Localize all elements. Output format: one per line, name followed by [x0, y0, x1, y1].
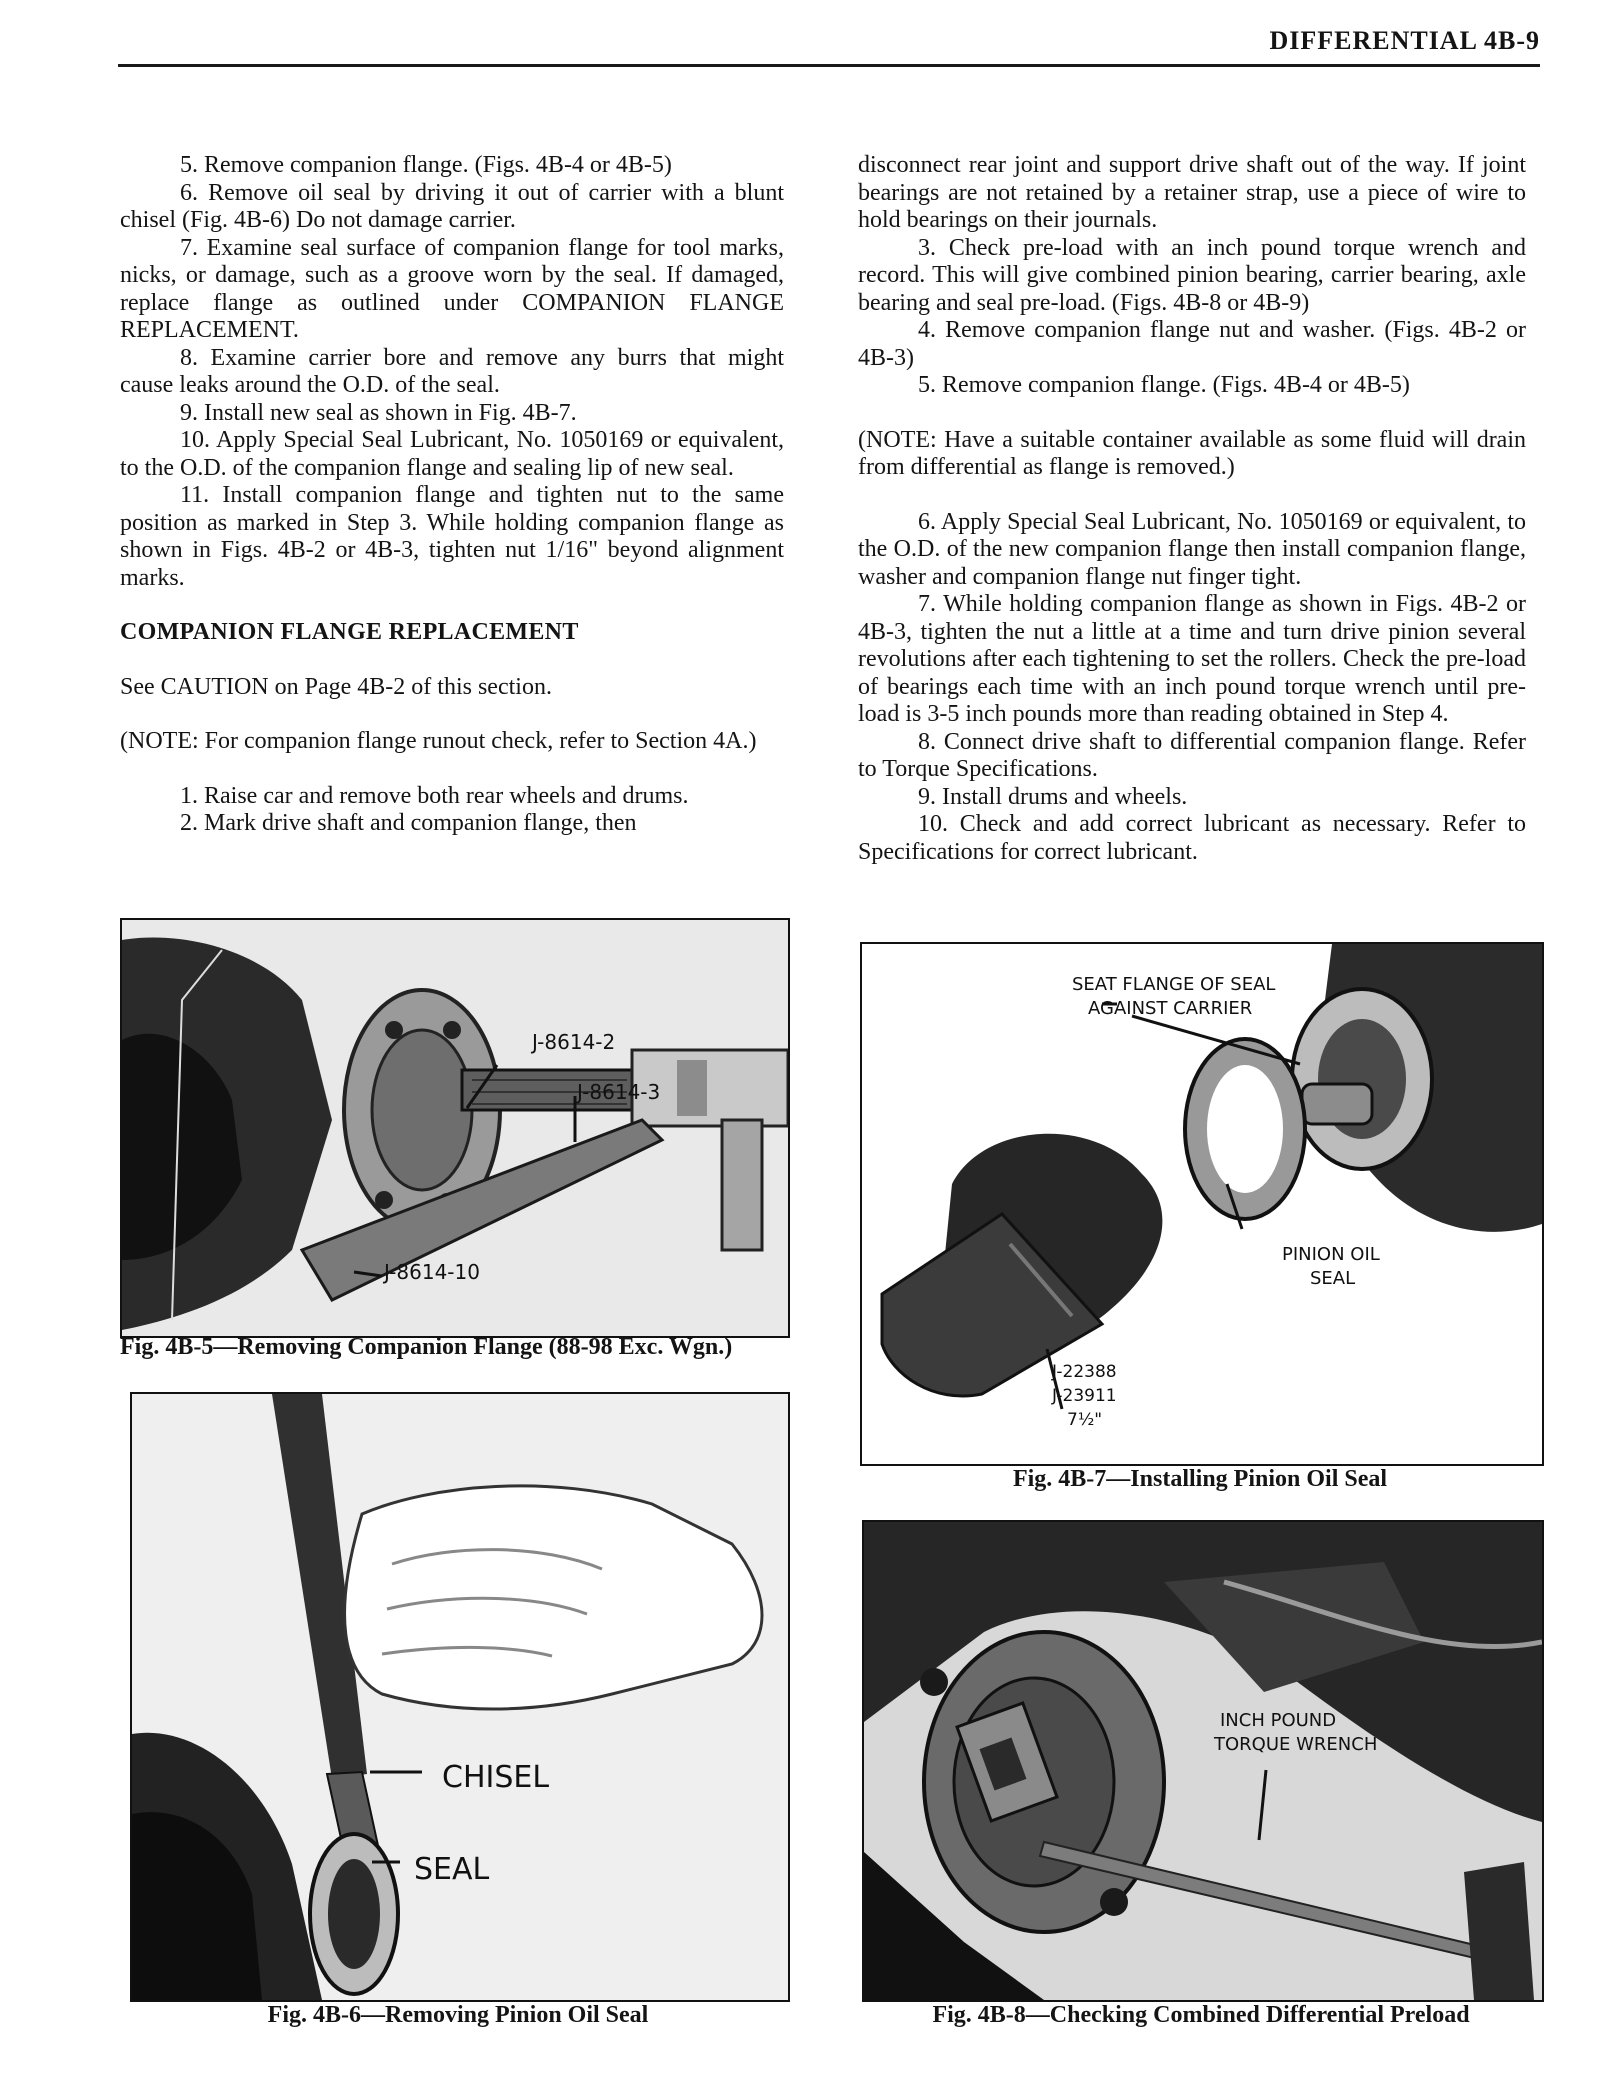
replacement-step-9: 9. Install drums and wheels.: [918, 783, 1188, 810]
page-title: DIFFERENTIAL 4B-9: [1269, 26, 1540, 55]
caution-reference: See CAUTION on Page 4B-2 of this section.: [120, 673, 552, 700]
seat-flange-label-line2: AGAINST CARRIER: [1088, 998, 1253, 1019]
figure-4b-5-photo: [120, 918, 790, 1338]
page-header: [118, 24, 1540, 67]
replacement-step-5: 5. Remove companion flange. (Figs. 4B-4 or 4B-5): [918, 372, 1410, 398]
figure-4b-6-caption: Fig. 4B-6—Removing Pinion Oil Seal: [267, 2002, 649, 2028]
figure-4b-7-caption: Fig. 4B-7—Installing Pinion Oil Seal: [1012, 1466, 1388, 1492]
section-heading: COMPANION FLANGE REPLACEMENT: [120, 619, 579, 645]
pinion-seal-install-illustration: [862, 944, 1542, 1464]
seat-flange-label-line1: SEAT FLANGE OF SEAL: [1072, 974, 1276, 995]
replacement-step-7: 7. While holding companion flange as shown in Figs. 4B-2 or 4B-3, tighten the nut a little at a time and turn drive pinion several revolutions after each tightening to set the rollers. Check the pre-load of bearings each time with an inch pound torque wrench until pre-load is 3-5 inch pounds more than reading obtained in Step 4.: [858, 591, 1526, 727]
replacement-step-10: 10. Check and add correct lubricant as necessary. Refer to Specifications for correct lubricant.: [858, 811, 1526, 865]
torque-wrench-label-line2: TORQUE WRENCH: [1214, 1734, 1378, 1755]
preload-check-illustration: [864, 1522, 1542, 2000]
fluid-note: (NOTE: Have a suitable container available as some fluid will drain from differential as flange is removed.): [858, 426, 1526, 480]
torque-wrench-label-line1: INCH POUND: [1220, 1710, 1337, 1731]
figure-4b-7-photo: [860, 942, 1544, 1466]
tool-label-j8614-3: J-8614-3: [577, 1080, 661, 1104]
figure-4b-8-photo: [862, 1520, 1544, 2002]
step-7: 7. Examine seal surface of companion flange for tool marks, nicks, or damage, such as a groove worn by the seal. If damaged, replace flange as outlined under COMPANION FLANGE REPLACEMENT.: [120, 234, 784, 343]
step-10: 10. Apply Special Seal Lubricant, No. 1050169 or equivalent, to the O.D. of the companion flange and sealing lip of new seal.: [120, 427, 784, 481]
tool-label-j8614-10: J-8614-10: [384, 1260, 480, 1284]
step-9: 9. Install new seal as shown in Fig. 4B-7.: [180, 399, 577, 426]
replacement-step-4: 4. Remove companion flange nut and washer. (Figs. 4B-2 or 4B-3): [858, 317, 1526, 371]
replacement-step-6: 6. Apply Special Seal Lubricant, No. 1050169 or equivalent, to the O.D. of the new companion flange then install companion flange, washer and companion flange nut finger tight.: [858, 508, 1526, 590]
figure-4b-6-photo: [130, 1392, 790, 2002]
pinion-oil-seal-label-line1: PINION OIL: [1282, 1244, 1380, 1265]
replacement-step-3: 3. Check pre-load with an inch pound torque wrench and record. This will give combined pinion bearing, carrier bearing, axle bearing and seal pre-load. (Figs. 4B-8 or 4B-9): [858, 234, 1526, 316]
step-11: 11. Install companion flange and tighten nut to the same position as marked in Step 3. While holding companion flange as shown in Figs. 4B-2 or 4B-3, tighten nut 1/16" beyond alignment marks.: [120, 482, 784, 591]
figure-4b-8-caption: Fig. 4B-8—Checking Combined Differential Preload: [932, 2002, 1470, 2028]
step-5: 5. Remove companion flange. (Figs. 4B-4 or 4B-5): [180, 152, 672, 178]
seal-label: SEAL: [414, 1852, 490, 1887]
figure-4b-5-caption: Fig. 4B-5—Removing Companion Flange (88-98 Exc. Wgn.): [120, 1334, 733, 1360]
tool-label-j8614-2: J-8614-2: [532, 1030, 616, 1054]
right-column: [858, 152, 1526, 866]
step-8: 8. Examine carrier bore and remove any burrs that might cause leaks around the O.D. of the seal.: [120, 344, 784, 398]
pinion-seal-chisel-illustration: [132, 1394, 788, 2000]
runout-note: (NOTE: For companion flange runout check, refer to Section 4A.): [120, 728, 757, 754]
replacement-step-1: 1. Raise car and remove both rear wheels and drums.: [180, 782, 689, 809]
tool-length-label: 7½": [1067, 1410, 1103, 1430]
tool-label-j22388: J-22388: [1052, 1362, 1117, 1382]
replacement-step-2: 2. Mark drive shaft and companion flange, then: [180, 810, 637, 836]
step-6: 6. Remove oil seal by driving it out of carrier with a blunt chisel (Fig. 4B-6) Do not damage carrier.: [120, 179, 784, 233]
replacement-step-2-cont: disconnect rear joint and support drive shaft out of the way. If joint bearings are not retained by a retainer strap, use a piece of wire to hold bearings on their journals.: [858, 152, 1526, 233]
replacement-step-8: 8. Connect drive shaft to differential companion flange. Refer to Torque Specifications.: [858, 728, 1526, 782]
tool-label-j23911: J-23911: [1052, 1386, 1117, 1406]
left-column: [120, 152, 784, 838]
pinion-oil-seal-label-line2: SEAL: [1310, 1268, 1356, 1289]
chisel-label: CHISEL: [442, 1760, 550, 1795]
